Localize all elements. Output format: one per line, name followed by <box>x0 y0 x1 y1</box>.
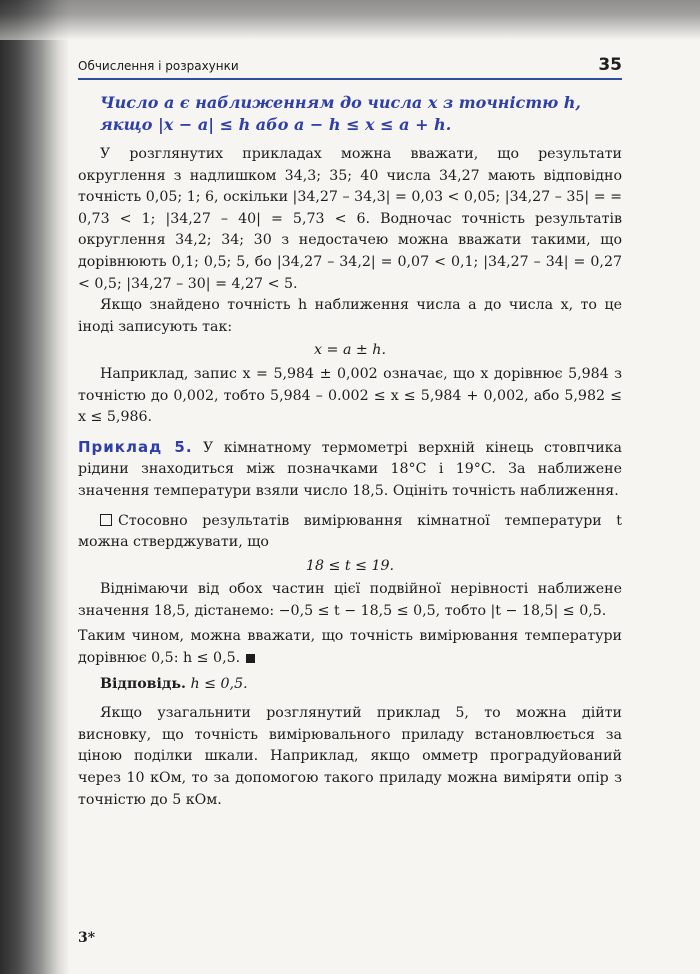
solution-conclusion <box>78 626 622 669</box>
page-header <box>78 50 622 80</box>
solution-start-box-icon <box>100 514 112 526</box>
solution-intro-text: Стосовно результатів вимірювання кімнатної температури t можна стверджувати, що <box>78 512 622 551</box>
page-body <box>78 50 622 811</box>
formula-x-equals-a-pm-h: x = a ± h. <box>314 342 386 359</box>
top-shadow <box>0 0 700 40</box>
paragraph-notation: Якщо знайдено точність h наближення числа a до числа x, то це іноді записують так: <box>78 297 622 335</box>
paragraph-rounding-examples: У розглянутих прикладах можна вважати, що результати округлення з надлишком 34,3; 35; 40 числа 34,27 мають відповідно точність 0,05; 1; 6, оскільки |34,27 – 34,3| = 0,03 < 0,05; |34,27 – 35| = = 0,73 < 1; |34,27 – 40| = 5,73 < 6. Водночас точність результатів округлення 34,2; 34; 30 з недостачею можна вважати такими, що дорівнюють 0,1; 0,5; 5, бо |34,27 – 34,2| = 0,07 < 0,1; |34,27 – 34| = 0,27 < 0,5; |34,27 – 30| = 4,27 < 5. <box>78 146 622 292</box>
definition-block <box>100 92 622 136</box>
paragraph-example-notation: Наприклад, запис x = 5,984 ± 0,002 означає, що x дорівнює 5,984 з точністю до 0,002, тобто 5,984 – 0.002 ≤ x ≤ 5,984 + 0,002, або 5,982 ≤ x ≤ 5,986. <box>78 365 622 426</box>
closing-paragraph: Якщо узагальнити розглянутий приклад 5, то можна дійти висновку, що точність вимірювального приладу встановлюється за ціною поділки шкали. Наприклад, якщо омметр проградуйований через 10 кОм, то за допомогою такого приладу можна виміряти опір з точністю до 5 кОм. <box>78 705 622 808</box>
solution-subtraction: Віднімаючи від обох частин цієї подвійної нерівності наближене значення 18,5, дістанемо: −0,5 ≤ t − 18,5 ≤ 0,5, тобто |t − 18,5| ≤ 0,5. <box>78 581 622 619</box>
answer-label: Відповідь. <box>100 675 186 692</box>
definition-line-1: Число a є наближенням до числа x з точністю h, <box>100 93 581 112</box>
solution-conclusion-text: Таким чином, можна вважати, що точність вимірювання температури дорівнює 0,5: h ≤ 0,5. <box>78 628 622 667</box>
book-spine-shadow <box>0 0 70 974</box>
definition-line-2: якщо |x − a| ≤ h або a − h ≤ x ≤ a + h. <box>100 115 452 134</box>
solution-intro <box>78 511 622 554</box>
answer-line <box>78 674 622 696</box>
example-text: У кімнатному термометрі верхній кінець стовпчика рідини знаходиться між позначками 18°C і 19°C. За наближене значення температури взяли число 18,5. Оцініть точність наближення. <box>78 439 622 499</box>
example-5-statement <box>78 437 622 503</box>
formula-temperature-range: 18 ≤ t ≤ 19. <box>305 557 395 574</box>
signature-mark: 3* <box>78 930 96 946</box>
page-number: 35 <box>598 55 622 75</box>
running-title: Обчислення і розрахунки <box>78 59 239 73</box>
example-title: Приклад 5. <box>78 437 193 456</box>
end-of-solution-icon <box>246 654 255 663</box>
answer-value: h ≤ 0,5. <box>190 675 248 692</box>
